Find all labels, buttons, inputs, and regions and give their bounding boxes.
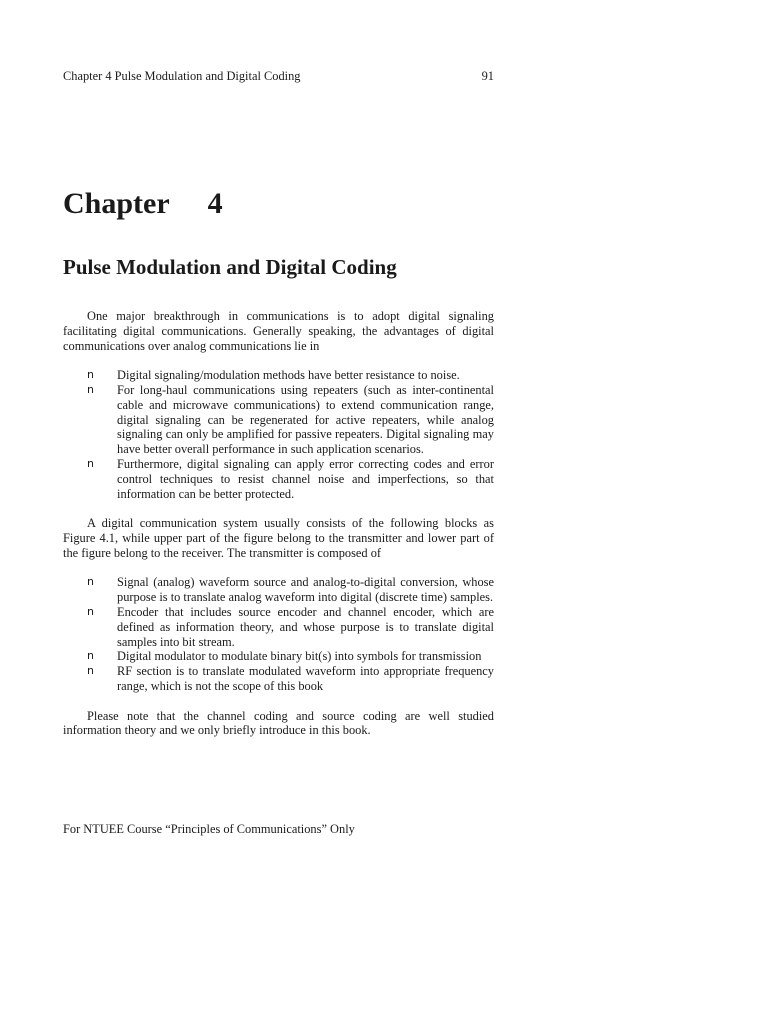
list-item-text: For long-haul communications using repeaters (such as inter-continental cable and microwave communications) to extend communication range, digital signaling can be regenerated for active repeaters, while analog signaling can only be amplified for passive repeaters. Digital signaling may have better overall performance in such application scenarios. <box>117 382 494 457</box>
body-text <box>63 309 494 738</box>
intro-paragraph: One major breakthrough in communications is to adopt digital signaling facilitating digital communications. Generally speaking, the advantages of digital communications over analog communications lie in <box>63 309 494 353</box>
list-item-text: Signal (analog) waveform source and analog-to-digital conversion, whose purpose is to translate analog waveform into digital (discrete time) samples. <box>117 575 494 605</box>
list-item-text: Digital modulator to modulate binary bit(s) into symbols for transmission <box>117 649 482 664</box>
bullet-icon: n <box>87 575 94 589</box>
closing-paragraph: Please note that the channel coding and source coding are well studied information theory and we only briefly introduce in this book. <box>63 708 494 738</box>
list-item <box>63 664 494 694</box>
list-item <box>63 368 494 383</box>
list-item <box>63 649 494 664</box>
chapter-number: 4 <box>207 187 223 220</box>
list-item-text: Digital signaling/modulation methods have better resistance to noise. <box>117 368 460 383</box>
list-item-text: Encoder that includes source encoder and channel encoder, which are defined as information theory, and whose purpose is to translate digital samples into bit stream. <box>117 604 494 649</box>
bullet-icon: n <box>87 368 94 382</box>
bullet-icon: n <box>87 604 94 618</box>
advantages-list <box>63 368 494 501</box>
list-item <box>63 457 494 501</box>
chapter-title: Pulse Modulation and Digital Coding <box>63 255 397 279</box>
list-item-text: Furthermore, digital signaling can apply error correcting codes and error control techniques to resist channel noise and imperfections, so that information can be better protected. <box>117 456 494 501</box>
bullet-icon: n <box>87 382 94 396</box>
chapter-heading <box>63 184 223 224</box>
running-header <box>63 69 494 84</box>
list-item-text: RF section is to translate modulated waveform into appropriate frequency range, which is not the scope of this book <box>117 664 494 693</box>
chapter-label: Chapter <box>63 187 170 220</box>
list-item <box>63 605 494 649</box>
page-number: 91 <box>481 69 494 83</box>
transmitter-components-list <box>63 575 494 693</box>
list-item <box>63 575 494 605</box>
system-paragraph: A digital communication system usually consists of the following blocks as Figure 4.1, while upper part of the figure belong to the transmitter and lower part of the figure belong to the receiver. The transmitter is composed of <box>63 516 494 560</box>
running-title: Chapter 4 Pulse Modulation and Digital Coding <box>63 69 301 83</box>
bullet-icon: n <box>87 664 94 678</box>
footer-note: For NTUEE Course “Principles of Communications” Only <box>63 822 355 836</box>
bullet-icon: n <box>87 649 94 663</box>
list-item <box>63 383 494 457</box>
bullet-icon: n <box>87 456 94 470</box>
